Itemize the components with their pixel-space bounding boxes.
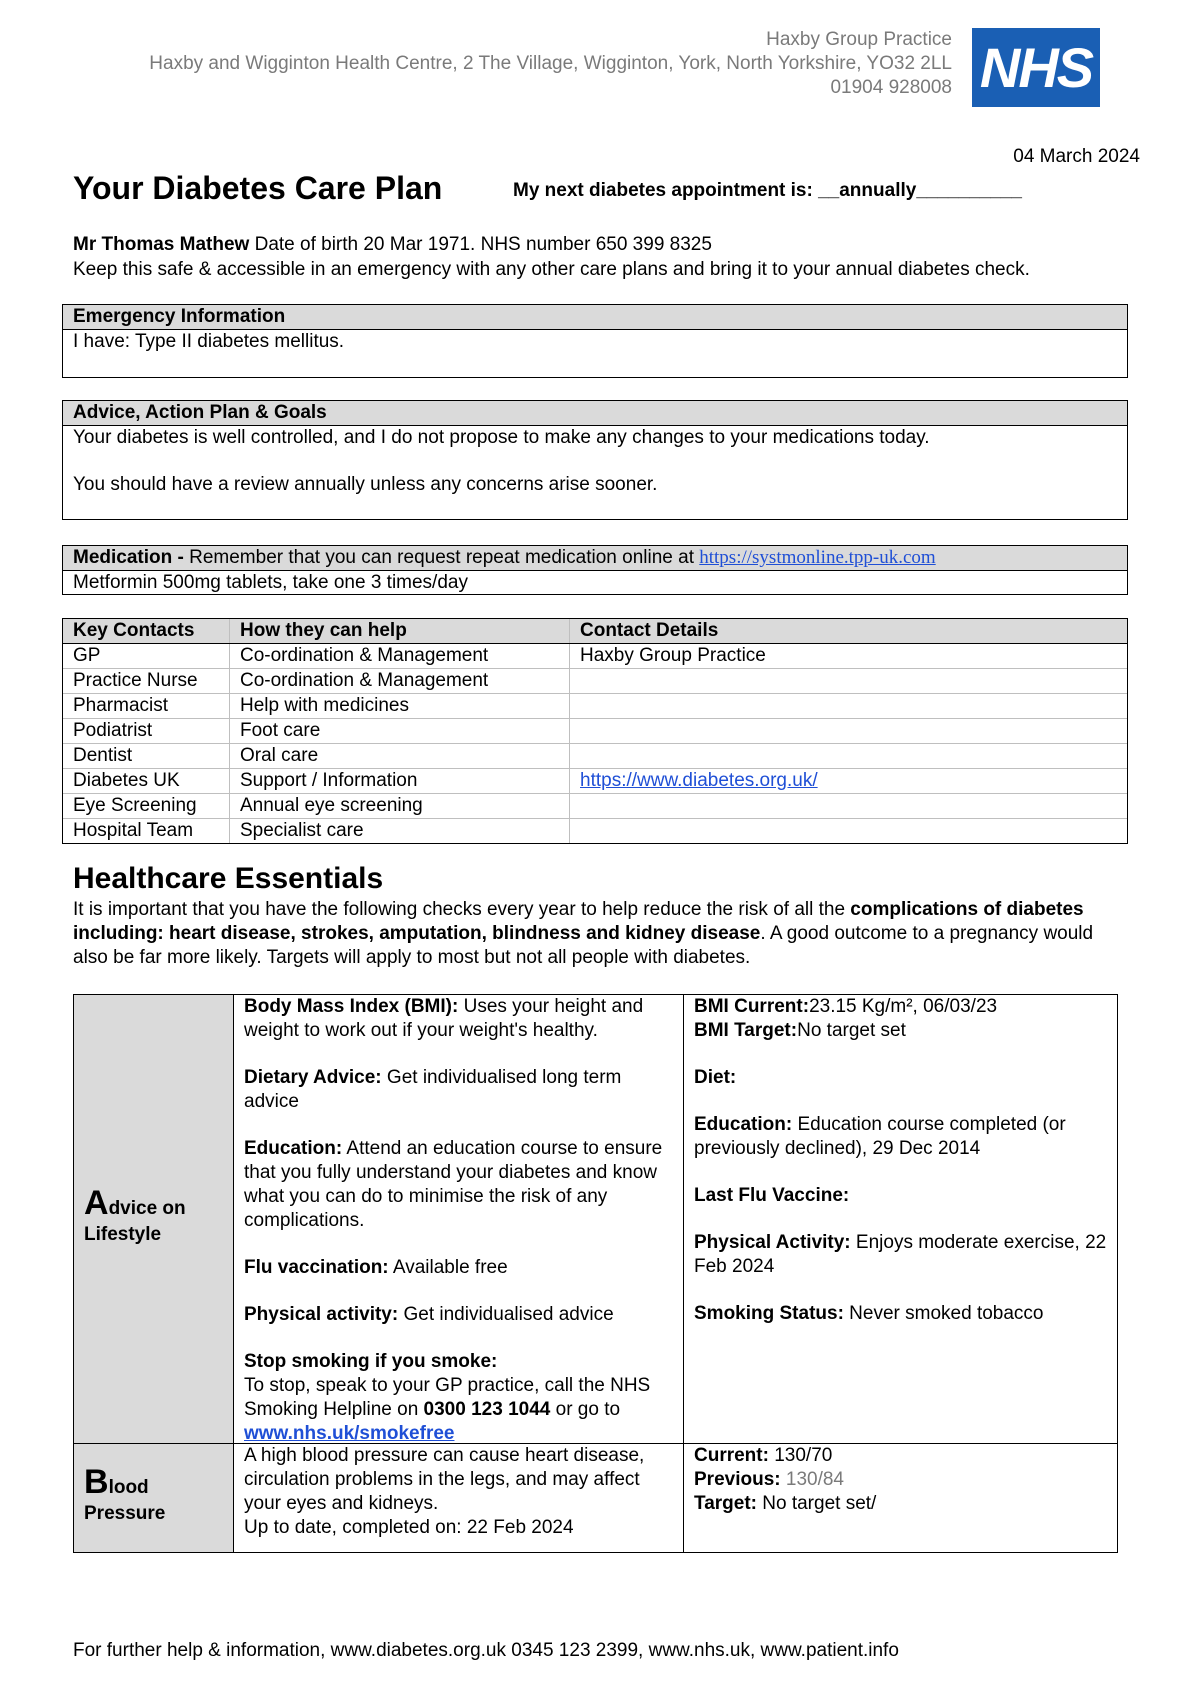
education-status-value: Education course completed (or previously declined), 29 Dec 2014 [694,1114,1066,1159]
activity-status-value: Enjoys moderate exercise, 22 Feb 2024 [694,1232,1107,1277]
nhs-logo: NHS [972,28,1100,107]
practice-phone: 01904 928008 [830,77,952,98]
contact-details [570,694,1128,719]
contacts-header-role: Key Contacts [63,619,230,644]
emergency-heading: Emergency Information [63,305,1127,330]
education-text: Attend an education course to ensure that you fully understand your diabetes and know what you can do to minimise the risk of any complications. [244,1138,663,1231]
advice-heading: Advice, Action Plan & Goals [63,401,1127,426]
patient-instruction: Keep this safe & accessible in an emergency with any other care plans and bring it to your annual diabetes check. [73,259,1030,280]
smokefree-link[interactable]: www.nhs.uk/smokefree [244,1423,455,1444]
contact-help: Foot care [230,719,570,744]
bp-current-label: Current: [694,1445,769,1466]
contact-details [570,669,1128,694]
table-row [63,644,1127,669]
bp-label-rest: lood [108,1477,149,1498]
patient-name: Mr Thomas Mathew [73,234,250,255]
essentials-intro [73,898,1123,970]
blood-pressure-label [74,1444,234,1552]
diet-label: Dietary Advice: [244,1067,382,1088]
contact-role: Podiatrist [63,719,230,744]
smoking-text-2: or go to [550,1399,621,1420]
contact-details [570,794,1128,819]
bp-uptodate: Up to date, completed on: 22 Feb 2024 [244,1517,574,1538]
intro-text: It is important that you have the following checks every year to help reduce the risk of all the [73,899,851,920]
bp-label-line2: Pressure [84,1503,166,1524]
systmonline-link[interactable]: https://systmonline.tpp-uk.com [699,547,936,568]
contact-help: Co-ordination & Management [230,669,570,694]
advice-line-1: Your diabetes is well controlled, and I do not propose to make any changes to your medications today. [73,427,930,448]
lifestyle-label [74,995,234,1443]
contacts-section [62,618,1128,844]
flu-status-label: Last Flu Vaccine: [694,1185,850,1206]
bp-target-label: Target: [694,1493,757,1514]
next-appointment: My next diabetes appointment is: __annually__________ [513,180,1022,201]
bmi-label: Body Mass Index (BMI): [244,996,459,1017]
contact-details: Haxby Group Practice [570,644,1128,669]
bp-target-value: No target set/ [756,1493,877,1514]
essentials-table [73,994,1118,1553]
bmi-current-value: 23.15 Kg/m², 06/03/23 [809,996,998,1017]
contact-role: Practice Nurse [63,669,230,694]
contacts-table [63,619,1127,843]
smoking-status-value: Never smoked tobacco [843,1303,1044,1324]
blood-pressure-row [74,1443,1117,1552]
bp-previous-value: 130/84 [780,1469,844,1490]
contact-role: Diabetes UK [63,769,230,794]
medication-section [62,545,1128,595]
smoking-text: To stop, speak to your GP practice, call the NHS Smoking Helpline on [244,1375,651,1420]
emergency-section [62,304,1128,378]
table-row [63,744,1127,769]
contact-help: Support / Information [230,769,570,794]
medication-heading [63,546,1127,571]
smoking-label: Stop smoking if you smoke: [244,1351,498,1372]
contact-details [570,769,1128,794]
practice-name: Haxby Group Practice [766,29,952,50]
smoking-helpline: 0300 123 1044 [423,1399,551,1420]
bp-initial: B [84,1463,109,1501]
bp-text: A high blood pressure can cause heart disease, circulation problems in the legs, and may affect your eyes and kidneys. [244,1445,645,1514]
education-label: Education: [244,1138,343,1159]
intro-text-end: . A good outcome to a pregnancy would also be far more likely. Targets will apply to most but not all people with diabetes. [73,923,1094,968]
lifestyle-row [74,995,1117,1443]
flu-label: Flu vaccination: [244,1257,389,1278]
table-row [63,769,1127,794]
blood-pressure-status [684,1444,1117,1552]
practice-header [149,28,952,100]
diabetes-uk-link[interactable]: https://www.diabetes.org.uk/ [580,770,818,791]
lifestyle-label-rest: dvice on [108,1198,186,1219]
bmi-target-label: BMI Target: [694,1020,798,1041]
contact-role: Hospital Team [63,819,230,844]
table-row [63,819,1127,844]
document-date: 04 March 2024 [1013,146,1140,167]
flu-text: Available free [388,1257,508,1278]
contact-help: Help with medicines [230,694,570,719]
lifestyle-status [684,995,1117,1443]
contact-details [570,819,1128,844]
table-row [63,794,1127,819]
patient-details: Date of birth 20 Mar 1971. NHS number 650 399 8325 [249,234,712,255]
contact-help: Co-ordination & Management [230,644,570,669]
bmi-current-label: BMI Current: [694,996,810,1017]
advice-line-2: You should have a review annually unless any concerns arise sooner. [73,474,658,495]
contact-help: Oral care [230,744,570,769]
page-title: Your Diabetes Care Plan [73,170,443,206]
bp-previous-label: Previous: [694,1469,781,1490]
lifestyle-label-line2: Lifestyle [84,1224,162,1245]
advice-section [62,400,1128,520]
lifestyle-advice [234,995,684,1443]
contact-help: Annual eye screening [230,794,570,819]
contact-role: Dentist [63,744,230,769]
diet-status-label: Diet: [694,1067,737,1088]
activity-text: Get individualised advice [398,1304,614,1325]
medication-item: Metformin 500mg tablets, take one 3 times/day [73,572,468,593]
bp-current-value: 130/70 [768,1445,833,1466]
education-status-label: Education: [694,1114,793,1135]
contact-details [570,744,1128,769]
contacts-header-details: Contact Details [570,619,1128,644]
medication-heading-title: Medication - [73,547,190,568]
contact-help: Specialist care [230,819,570,844]
activity-label: Physical activity: [244,1304,399,1325]
bmi-text: Uses your height and weight to work out if your weight's healthy. [244,996,644,1041]
patient-info [73,232,1030,282]
emergency-text: I have: Type II diabetes mellitus. [73,331,345,352]
essentials-heading: Healthcare Essentials [73,862,384,895]
diet-text: Get individualised long term advice [244,1067,622,1112]
footer-help: For further help & information, www.diabetes.org.uk 0345 123 2399, www.nhs.uk, www.patient.info [73,1640,899,1661]
activity-status-label: Physical Activity: [694,1232,851,1253]
smoking-status-label: Smoking Status: [694,1303,844,1324]
lifestyle-initial: A [84,1184,109,1222]
blood-pressure-advice [234,1444,684,1552]
table-row [63,669,1127,694]
medication-heading-note: Remember that you can request repeat medication online at [189,547,700,568]
table-row [63,694,1127,719]
contact-role: Eye Screening [63,794,230,819]
table-row [63,719,1127,744]
contact-role: Pharmacist [63,694,230,719]
contacts-header-help: How they can help [230,619,570,644]
practice-address: Haxby and Wigginton Health Centre, 2 The Village, Wigginton, York, North Yorkshire, YO32 2LL [149,53,952,74]
contact-role: GP [63,644,230,669]
intro-bold: complications of diabetes including: heart disease, strokes, amputation, blindness and kidney disease [73,899,1084,944]
contact-details [570,719,1128,744]
bmi-target-value: No target set [797,1020,906,1041]
